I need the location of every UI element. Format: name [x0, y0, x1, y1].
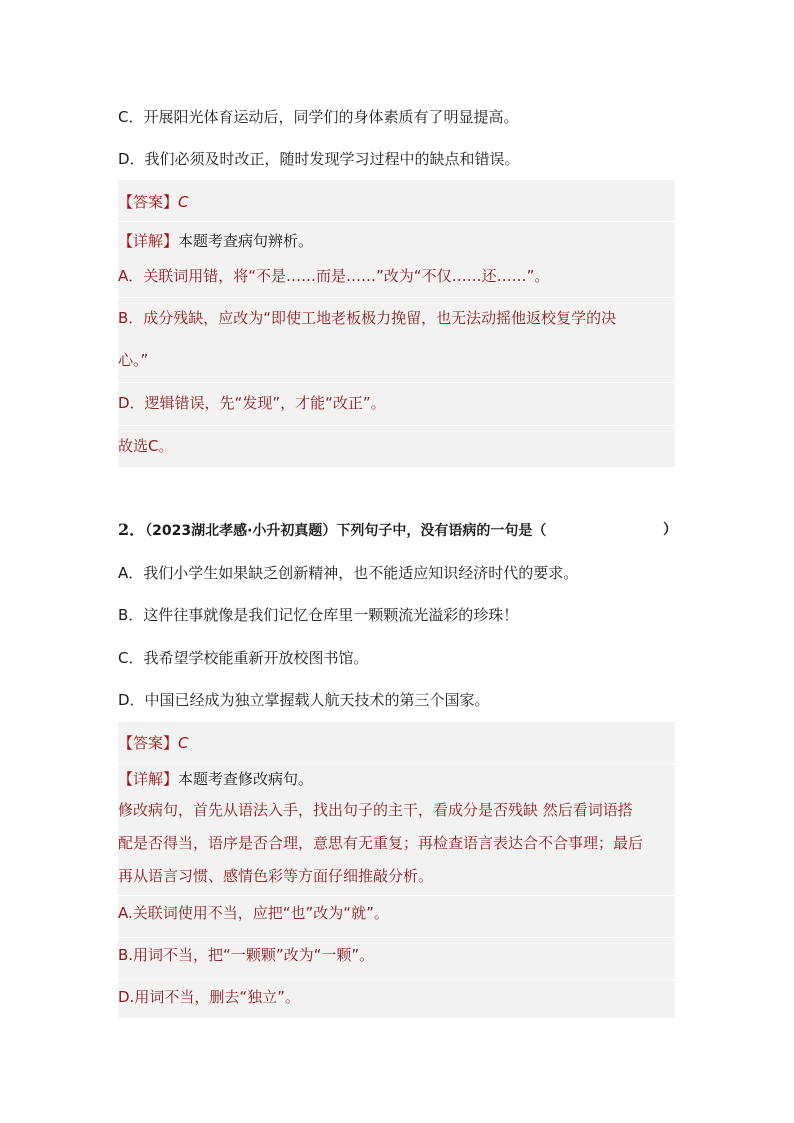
answer-label: 【答案】 — [118, 734, 179, 752]
q1-option-c: C．开展阳光体育运动后，同学们的身体素质有了明显提高。 — [118, 108, 519, 126]
q2-option-a: A．我们小学生如果缺乏创新精神，也不能适应知识经济时代的要求。 — [118, 564, 579, 582]
answer-value: C — [178, 193, 189, 211]
q2-option-c: C．我希望学校能重新开放校图书馆。 — [118, 649, 369, 667]
q2-method-line3: 再从语言习惯、感情色彩等方面仔细推敲分析。 — [118, 867, 434, 885]
question-stem: （2023湖北孝感·小升初真题）下列句子中，没有语病的一句是（ — [145, 523, 547, 539]
q1-explain-b-line1: B．成分残缺，应改为“即使工地老板极力挽留，也无法动摇他返校复学的决 — [118, 309, 617, 327]
q2-explain-b: B.用词不当，把“一颗颗”改为“一颗”。 — [118, 946, 375, 964]
q1-box-divider — [118, 297, 675, 298]
q1-explain-b-line2: 心。” — [118, 351, 149, 369]
question-number: 2． — [118, 520, 146, 539]
q1-box-divider — [118, 382, 675, 383]
q1-option-d: D．我们必须及时改正，随时发现学习过程中的缺点和错误。 — [118, 150, 520, 168]
answer-label: 【答案】 — [118, 193, 179, 211]
answer-value: C — [178, 734, 189, 752]
q1-box-divider — [118, 425, 675, 426]
q2-title — [118, 520, 546, 541]
q2-method-line1: 修改病句，首先从语法入手，找出句子的主干，看成分是否残缺 然后看词语搭 — [118, 801, 633, 819]
q2-box-divider — [118, 763, 675, 764]
q2-box-divider — [118, 979, 675, 980]
detail-label: 【详解】 — [118, 770, 179, 788]
q1-conclusion: 故选C。 — [118, 437, 174, 455]
detail-label: 【详解】 — [118, 232, 179, 250]
q2-answer — [118, 733, 189, 753]
q2-box-divider — [118, 895, 675, 896]
q2-explain-a: A.关联词使用不当，应把“也”改为“就”。 — [118, 904, 389, 922]
q1-explain-d: D．逻辑错误，先“发现”，才能“改正”。 — [118, 394, 386, 412]
q2-explain-d: D.用词不当，删去“独立”。 — [118, 988, 300, 1006]
q2-option-d: D．中国已经成为独立掌握载人航天技术的第三个国家。 — [118, 691, 490, 709]
detail-intro: 本题考查修改病句。 — [178, 770, 314, 788]
q2-box-divider — [118, 937, 675, 938]
detail-intro: 本题考查病句辨析。 — [178, 232, 314, 250]
q1-explain-a: A．关联词用错，将“不是……而是……”改为“不仅……还……”。 — [118, 267, 550, 285]
answer-paren-close: ） — [663, 522, 677, 538]
q2-option-b: B．这件往事就像是我们记忆仓库里一颗颗流光溢彩的珍珠！ — [118, 606, 519, 624]
q1-answer — [118, 192, 189, 212]
q2-method-line2: 配是否得当，语序是否合理，意思有无重复；再检查语言表达合不合事理；最后 — [118, 834, 644, 852]
q2-detail — [118, 769, 313, 789]
q1-detail — [118, 231, 313, 251]
q1-box-divider — [118, 221, 675, 222]
